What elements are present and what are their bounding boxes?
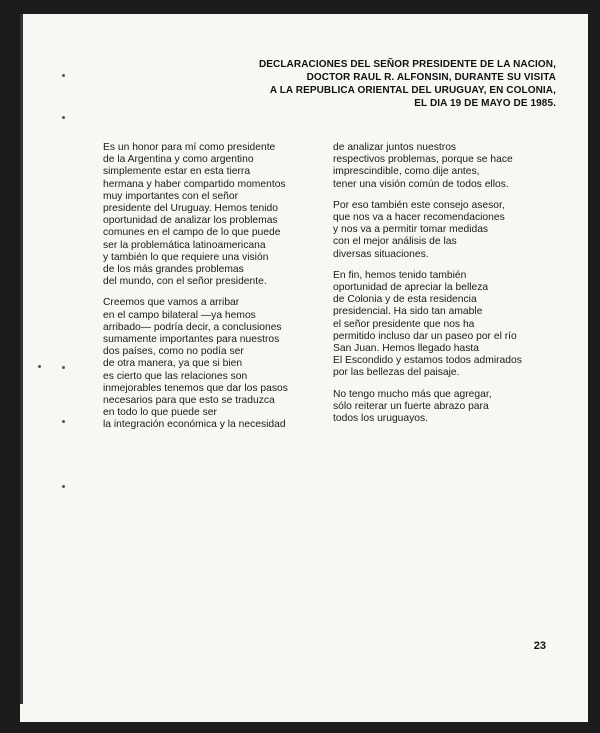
text-line: en todo lo que puede ser xyxy=(103,407,217,419)
text-line: presidencial. Ha sido tan amable xyxy=(333,306,483,318)
text-line: imprescindible, como dije antes, xyxy=(333,166,480,178)
text-line: El Escondido y estamos todos admirados xyxy=(333,355,522,367)
text-line: por las bellezas del paisaje. xyxy=(333,367,460,379)
text-line: No tengo mucho más que agregar, xyxy=(333,388,492,400)
text-line: y también lo que requiere una visión xyxy=(103,251,269,263)
text-line: respectivos problemas, porque se hace xyxy=(333,154,513,166)
heading-line: DECLARACIONES DEL SEÑOR PRESIDENTE DE LA NACION, xyxy=(258,59,556,70)
text-line: oportunidad de analizar los problemas xyxy=(103,215,278,227)
text-line: tener una visión común de todos ellos. xyxy=(333,178,509,190)
margin-mark xyxy=(62,420,65,423)
text-line: de Colonia y de esta residencia xyxy=(333,294,477,306)
paragraph xyxy=(333,389,565,426)
text-line: de otra manera, ya que si bien xyxy=(103,358,243,370)
text-line: simplemente estar en esta tierra xyxy=(103,166,251,178)
text-line: en el campo bilateral —ya hemos xyxy=(103,309,256,321)
margin-mark xyxy=(38,365,41,368)
text-line: de la Argentina y como argentino xyxy=(103,154,254,166)
text-line: San Juan. Hemos llegado hasta xyxy=(333,343,479,355)
text-line: de analizar juntos nuestros xyxy=(333,142,457,153)
binding-edge xyxy=(20,14,23,704)
right-column xyxy=(333,142,565,434)
text-line: presidente del Uruguay. Hemos tenido xyxy=(103,203,278,215)
text-line: permitido incluso dar un paseo por el río xyxy=(333,330,517,342)
text-line: sumamente importantes para nuestros xyxy=(103,334,280,346)
text-line: hermana y haber compartido momentos xyxy=(103,178,286,190)
text-line: todos los uruguayos. xyxy=(333,413,429,425)
text-line: necesarios para que esto se traduzca xyxy=(103,395,275,407)
paragraph xyxy=(103,297,323,431)
paragraph xyxy=(333,270,565,380)
text-line: del mundo, con el señor presidente. xyxy=(103,276,267,288)
text-line: En fin, hemos tenido también xyxy=(333,269,467,281)
text-line: oportunidad de apreciar la belleza xyxy=(333,282,489,294)
text-line: que nos va a hacer recomendaciones xyxy=(333,212,505,224)
margin-mark xyxy=(62,116,65,119)
text-line: Por eso también este consejo asesor, xyxy=(333,199,505,211)
text-line: Creemos que vamos a arribar xyxy=(103,297,240,309)
text-line: ser la problemática latinoamericana xyxy=(103,239,266,251)
text-line: arribado— podría decir, a conclusiones xyxy=(103,321,282,333)
text-line: la integración económica y la necesidad xyxy=(103,419,286,431)
text-line: es cierto que las relaciones son xyxy=(103,370,248,382)
heading-line: A LA REPUBLICA ORIENTAL DEL URUGUAY, EN COLONIA, xyxy=(269,85,556,96)
heading-line: DOCTOR RAUL R. ALFONSIN, DURANTE SU VISITA xyxy=(306,72,556,83)
margin-mark xyxy=(62,366,65,369)
text-line: Es un honor para mí como presidente xyxy=(103,142,276,153)
text-line: con el mejor análisis de las xyxy=(333,236,457,248)
text-line: comunes en el campo de lo que puede xyxy=(103,227,281,239)
paragraph xyxy=(333,200,565,261)
text-line: el señor presidente que nos ha xyxy=(333,318,475,330)
heading-line: EL DIA 19 DE MAYO DE 1985. xyxy=(414,98,556,109)
text-line: sólo reiterar un fuerte abrazo para xyxy=(333,400,489,412)
text-line: dos países, como no podía ser xyxy=(103,346,244,358)
text-line: muy importantes con el señor xyxy=(103,190,239,202)
page-number: 23 xyxy=(533,640,546,652)
text-line: y nos va a permitir tomar medidas xyxy=(333,224,489,236)
paragraph xyxy=(103,142,323,288)
text-line: de los más grandes problemas xyxy=(103,264,244,276)
left-column xyxy=(103,142,323,441)
margin-mark xyxy=(62,74,65,77)
document-heading xyxy=(136,58,556,110)
paragraph xyxy=(333,142,565,191)
margin-mark xyxy=(62,485,65,488)
text-line: inmejorables tenemos que dar los pasos xyxy=(103,382,288,394)
text-line: diversas situaciones. xyxy=(333,248,429,260)
